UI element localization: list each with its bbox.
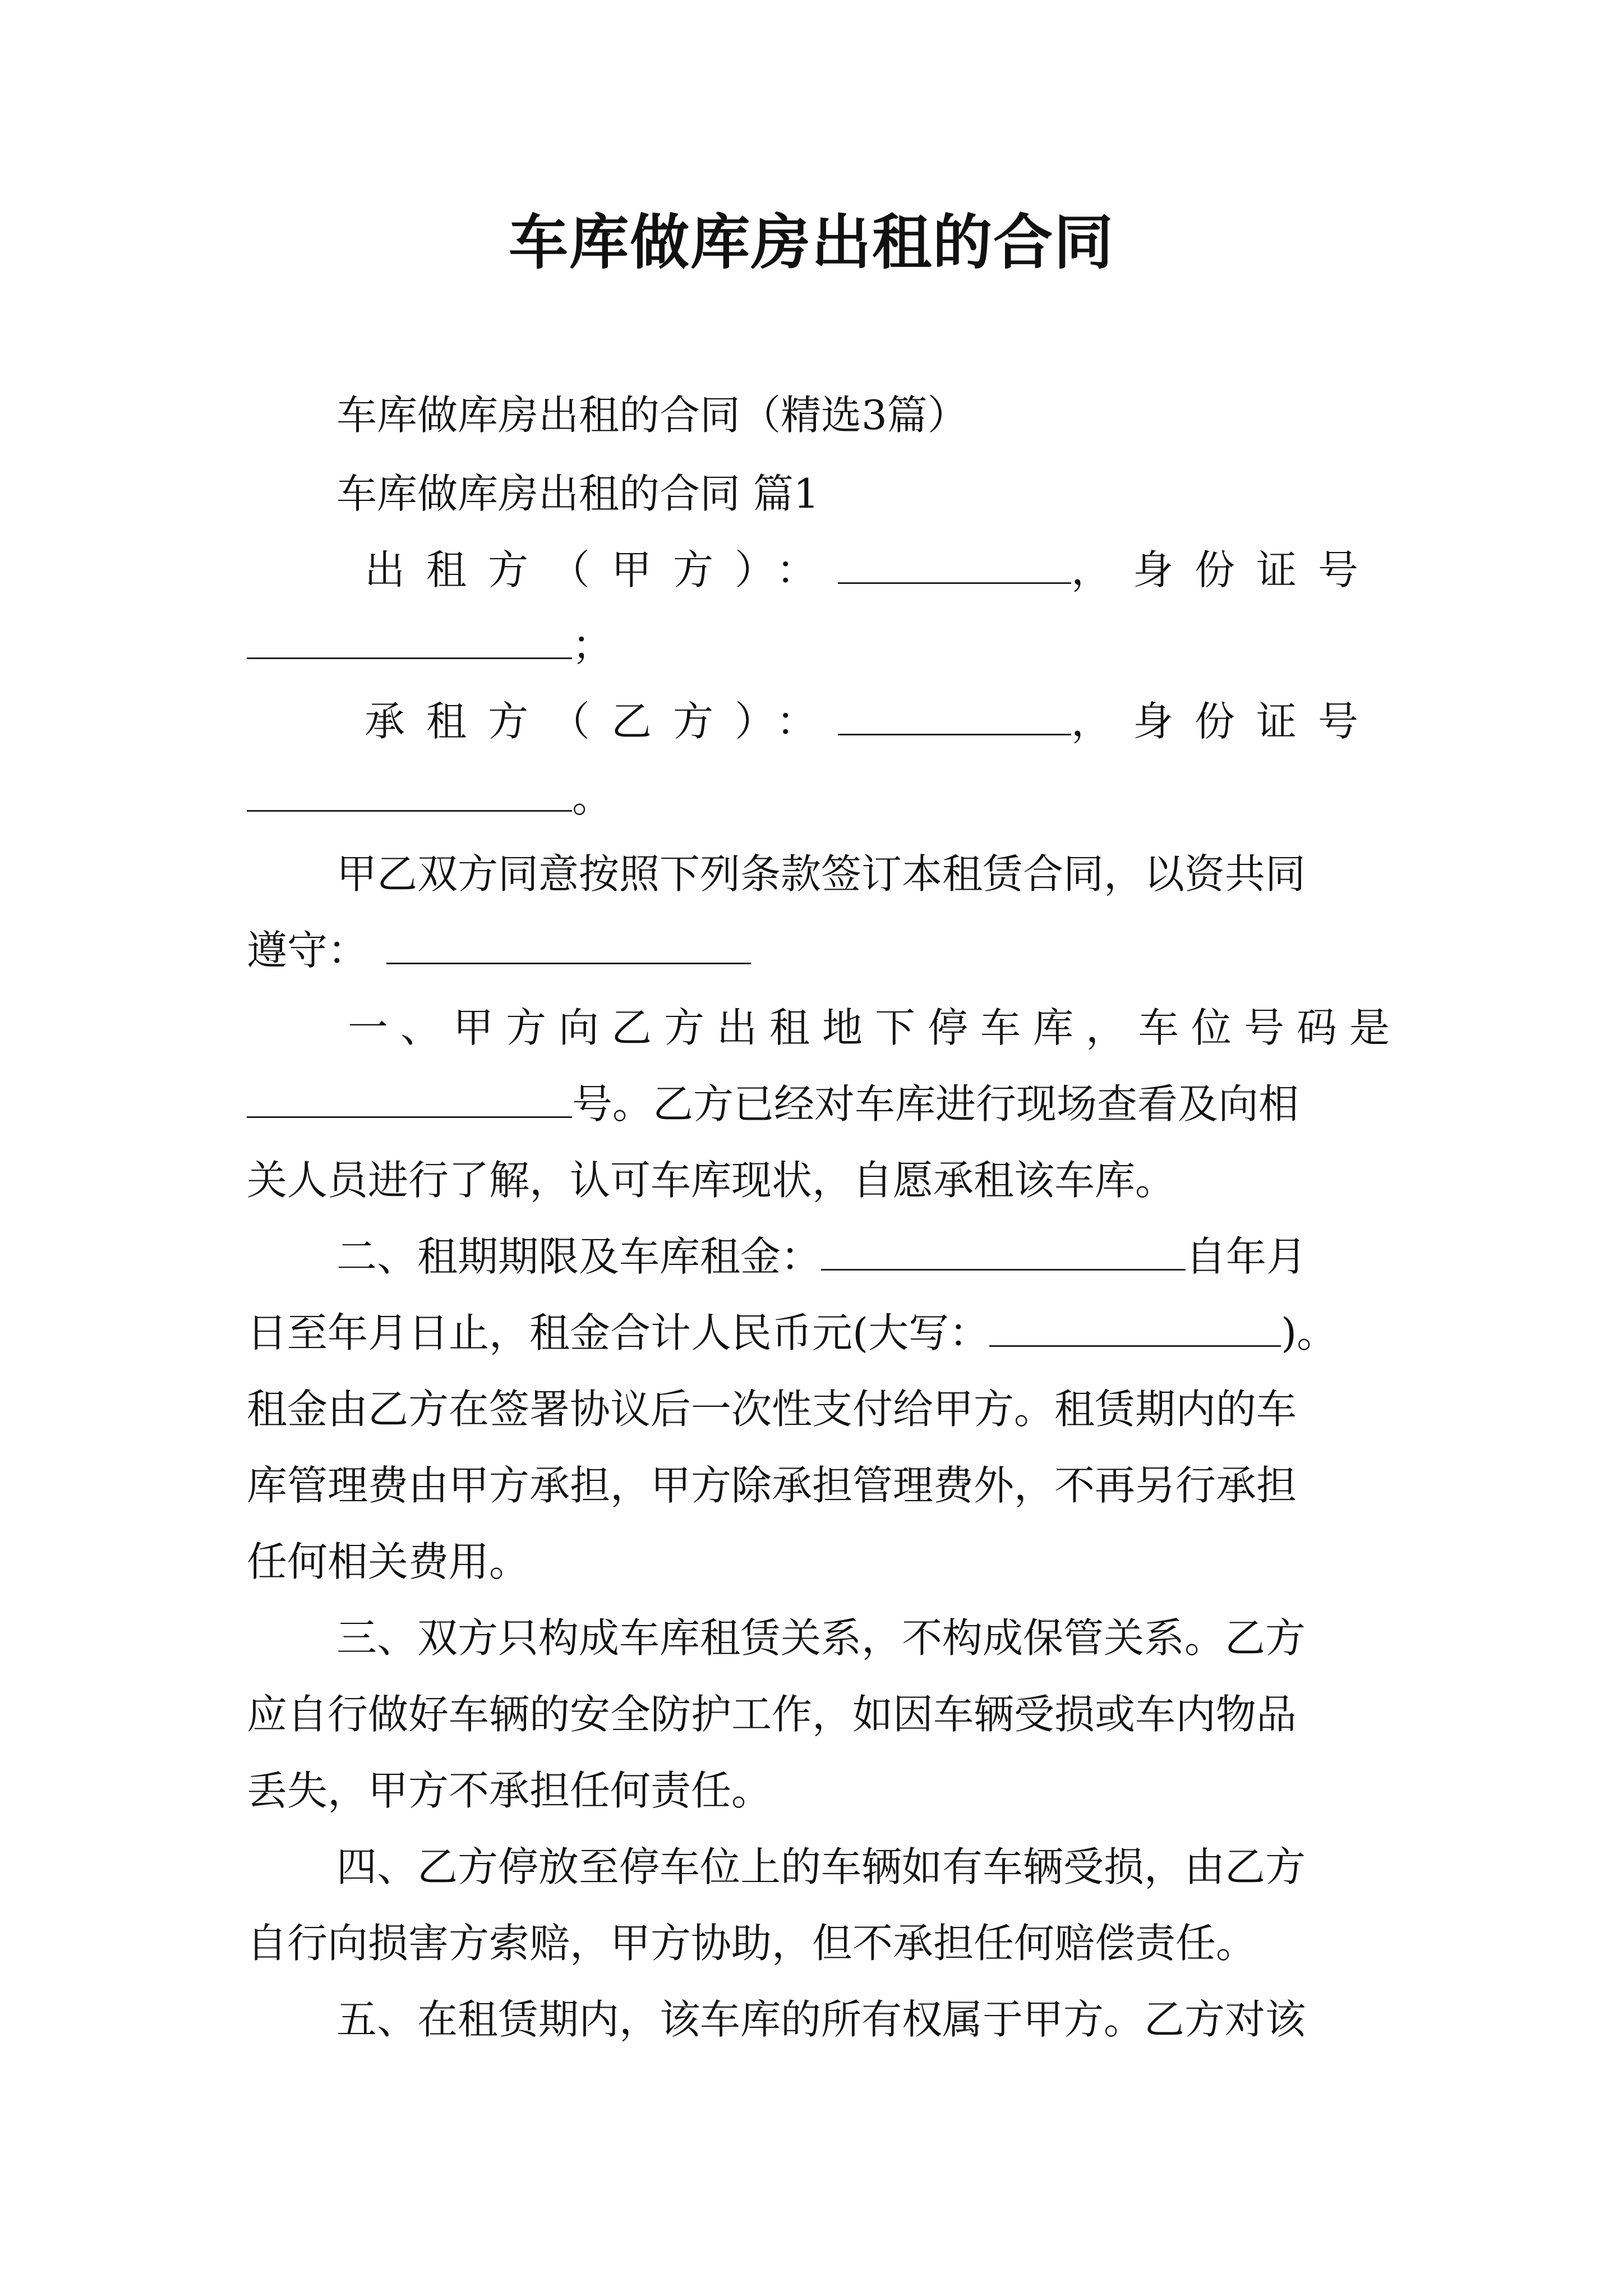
subtitle: 车库做库房出租的合同（精选3篇）: [336, 392, 968, 439]
clause-1-line-2: [247, 1076, 1380, 1132]
lessee-id-end: 。: [572, 774, 613, 821]
lessor-name-blank[interactable]: [838, 543, 1071, 584]
document-title: 车库做库房出租的合同: [509, 207, 1114, 277]
intro-line-1: 甲乙双方同意按照下列条款签订本租赁合同，以资共同: [336, 850, 1306, 898]
lessee-id-blank[interactable]: [247, 771, 572, 812]
intro-line-2: [247, 922, 1380, 978]
lessor-label: 出租方（甲方）：: [365, 546, 838, 593]
clause-2-text-1a: 二、租期期限及车库租金：: [336, 1233, 822, 1280]
intro-label: 遵守：: [247, 927, 368, 974]
lessee-label: 承租方（乙方）：: [365, 698, 838, 745]
lessor-id-end: ；: [572, 622, 613, 669]
clause-1-line-1: 一、甲方向乙方出租地下停车库，车位号码是: [348, 1004, 1403, 1051]
clause-2-line-5: 任何相关费用。: [247, 1538, 530, 1585]
clause-3-line-3: 丢失，甲方不承担任何责任。: [247, 1767, 772, 1814]
clause-1-text-2: 号。乙方已经对车库进行现场查看及向相: [572, 1080, 1299, 1128]
chapter-heading: 车库做库房出租的合同 篇1: [336, 470, 819, 517]
parking-number-blank[interactable]: [247, 1077, 572, 1118]
clause-2-text-1b: 自年月: [1186, 1233, 1307, 1280]
clause-2-text-2a: 日至年月日止，租金合计人民币元(大写：: [247, 1309, 990, 1356]
lessee-name-blank[interactable]: [838, 694, 1071, 735]
clause-2-line-4: 库管理费由甲方承担，甲方除承担管理费外，不再另行承担: [247, 1462, 1297, 1509]
intro-blank[interactable]: [386, 923, 751, 964]
lessor-id-blank[interactable]: [247, 618, 572, 659]
clause-3-line-1: 三、双方只构成车库租赁关系，不构成保管关系。乙方: [336, 1614, 1306, 1662]
lessee-row: [365, 693, 1380, 749]
lessee-id-label: ，身份证号: [1071, 698, 1380, 745]
amount-in-words-blank[interactable]: [989, 1306, 1281, 1347]
clause-2-line-1: [336, 1228, 1380, 1285]
clause-4-line-1: 四、乙方停放至停车位上的车辆如有车辆受损，由乙方: [336, 1843, 1306, 1890]
clause-3-line-2: 应自行做好车辆的安全防护工作，如因车辆受损或车内物品: [247, 1691, 1297, 1738]
clause-2-line-3: 租金由乙方在签署协议后一次性支付给甲方。租赁期内的车: [247, 1386, 1297, 1433]
lessor-id-row: [247, 617, 1380, 673]
clause-2-line-2: [247, 1305, 1419, 1361]
term-blank[interactable]: [821, 1230, 1186, 1271]
clause-5-line-1: 五、在租赁期内，该车库的所有权属于甲方。乙方对该: [336, 1996, 1306, 2043]
clause-2-text-2b: )。: [1281, 1309, 1338, 1356]
lessor-row: [365, 542, 1380, 598]
clause-4-line-2: 自行向损害方索赔，甲方协助，但不承担任何赔偿责任。: [247, 1920, 1257, 1967]
lessee-id-row: [247, 770, 1380, 826]
lessor-id-label: ，身份证号: [1071, 546, 1380, 593]
clause-1-line-3: 关人员进行了解，认可车库现状，自愿承租该车库。: [247, 1157, 1176, 1204]
